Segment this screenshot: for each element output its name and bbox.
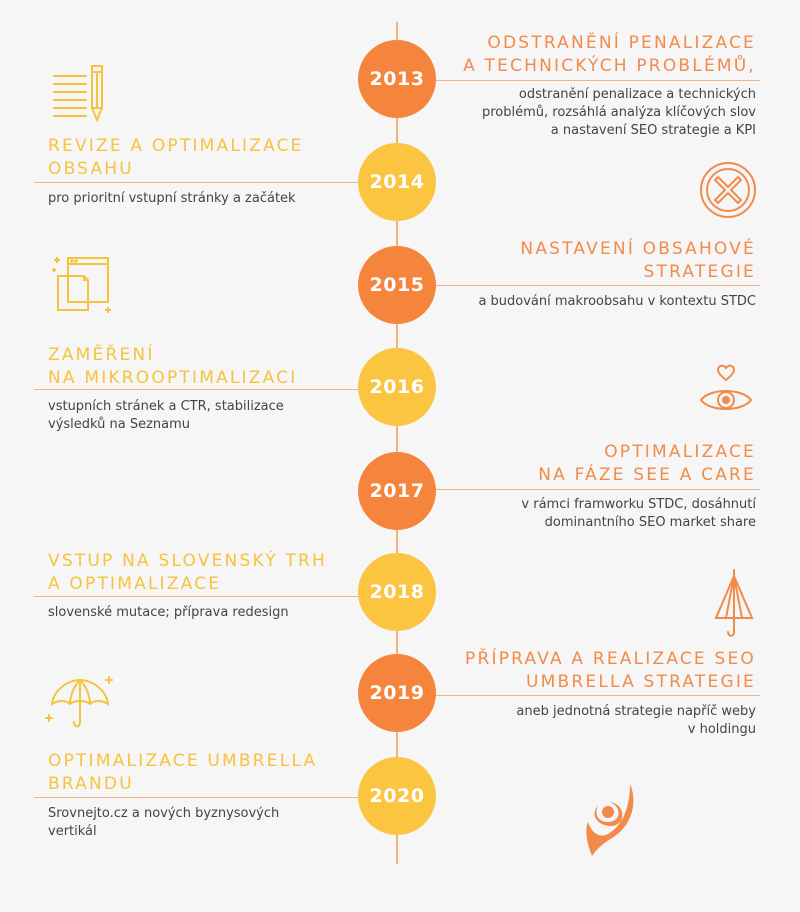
- title-2018: VSTUP NA SLOVENSKÝ TRH A OPTIMALIZACE: [48, 551, 327, 594]
- umbrella-closed-icon: [710, 568, 758, 640]
- rule-2013: [398, 80, 760, 81]
- rule-2015: [398, 285, 760, 286]
- title-2015: NASTAVENÍ OBSAHOVÉ STRATEGIE: [520, 239, 756, 282]
- year-2016: 2016: [358, 348, 436, 426]
- desc-2020: Srovnejto.cz a nových byznysových vertikál: [48, 806, 280, 839]
- title-2014: REVIZE A OPTIMALIZACE OBSAHU: [48, 136, 304, 179]
- rule-2019: [398, 695, 760, 696]
- desc-2018: slovenské mutace; příprava redesign: [48, 605, 289, 620]
- desc-2013: odstranění penalizace a technických problémů, rozsáhlá analýza klíčových slov a nastavení SEO strategie a KPI: [481, 87, 756, 138]
- rule-2014: [34, 182, 396, 183]
- pencil-lines-icon: [50, 62, 114, 126]
- heart-eye-icon: [698, 360, 754, 416]
- rule-2016: [34, 389, 396, 390]
- year-2019: 2019: [358, 654, 436, 732]
- year-2018: 2018: [358, 553, 436, 631]
- title-2020: OPTIMALIZACE UMBRELLA BRANDU: [48, 751, 318, 794]
- brand-logo-icon: [580, 782, 636, 858]
- title-2019: PŘÍPRAVA A REALIZACE SEO UMBRELLA STRATEGIE: [465, 649, 756, 692]
- year-2015: 2015: [358, 246, 436, 324]
- year-2014: 2014: [358, 143, 436, 221]
- umbrella-open-icon: [44, 674, 116, 732]
- year-2020: 2020: [358, 757, 436, 835]
- desc-2017: v rámci framworku STDC, dosáhnutí dominantního SEO market share: [521, 497, 756, 530]
- title-2017: OPTIMALIZACE NA FÁZE SEE A CARE: [538, 442, 756, 485]
- desc-2019: aneb jednotná strategie napříč weby v holdingu: [516, 704, 756, 737]
- year-2017: 2017: [358, 452, 436, 530]
- cross-circle-icon: [698, 160, 758, 220]
- desc-2015: a budování makroobsahu v kontextu STDC: [478, 294, 756, 309]
- rule-2018: [34, 596, 396, 597]
- title-2013: ODSTRANĚNÍ PENALIZACE A TECHNICKÝCH PROBLÉMŮ,: [463, 33, 756, 76]
- year-2013: 2013: [358, 40, 436, 118]
- desc-2016: vstupních stránek a CTR, stabilizace výsledků na Seznamu: [48, 399, 284, 432]
- title-2016: ZAMĚŘENÍ NA MIKROOPTIMALIZACI: [48, 345, 298, 388]
- rule-2017: [398, 489, 760, 490]
- desc-2014: pro prioritní vstupní stránky a začátek: [48, 191, 296, 206]
- rule-2020: [34, 797, 396, 798]
- documents-icon: [50, 252, 118, 320]
